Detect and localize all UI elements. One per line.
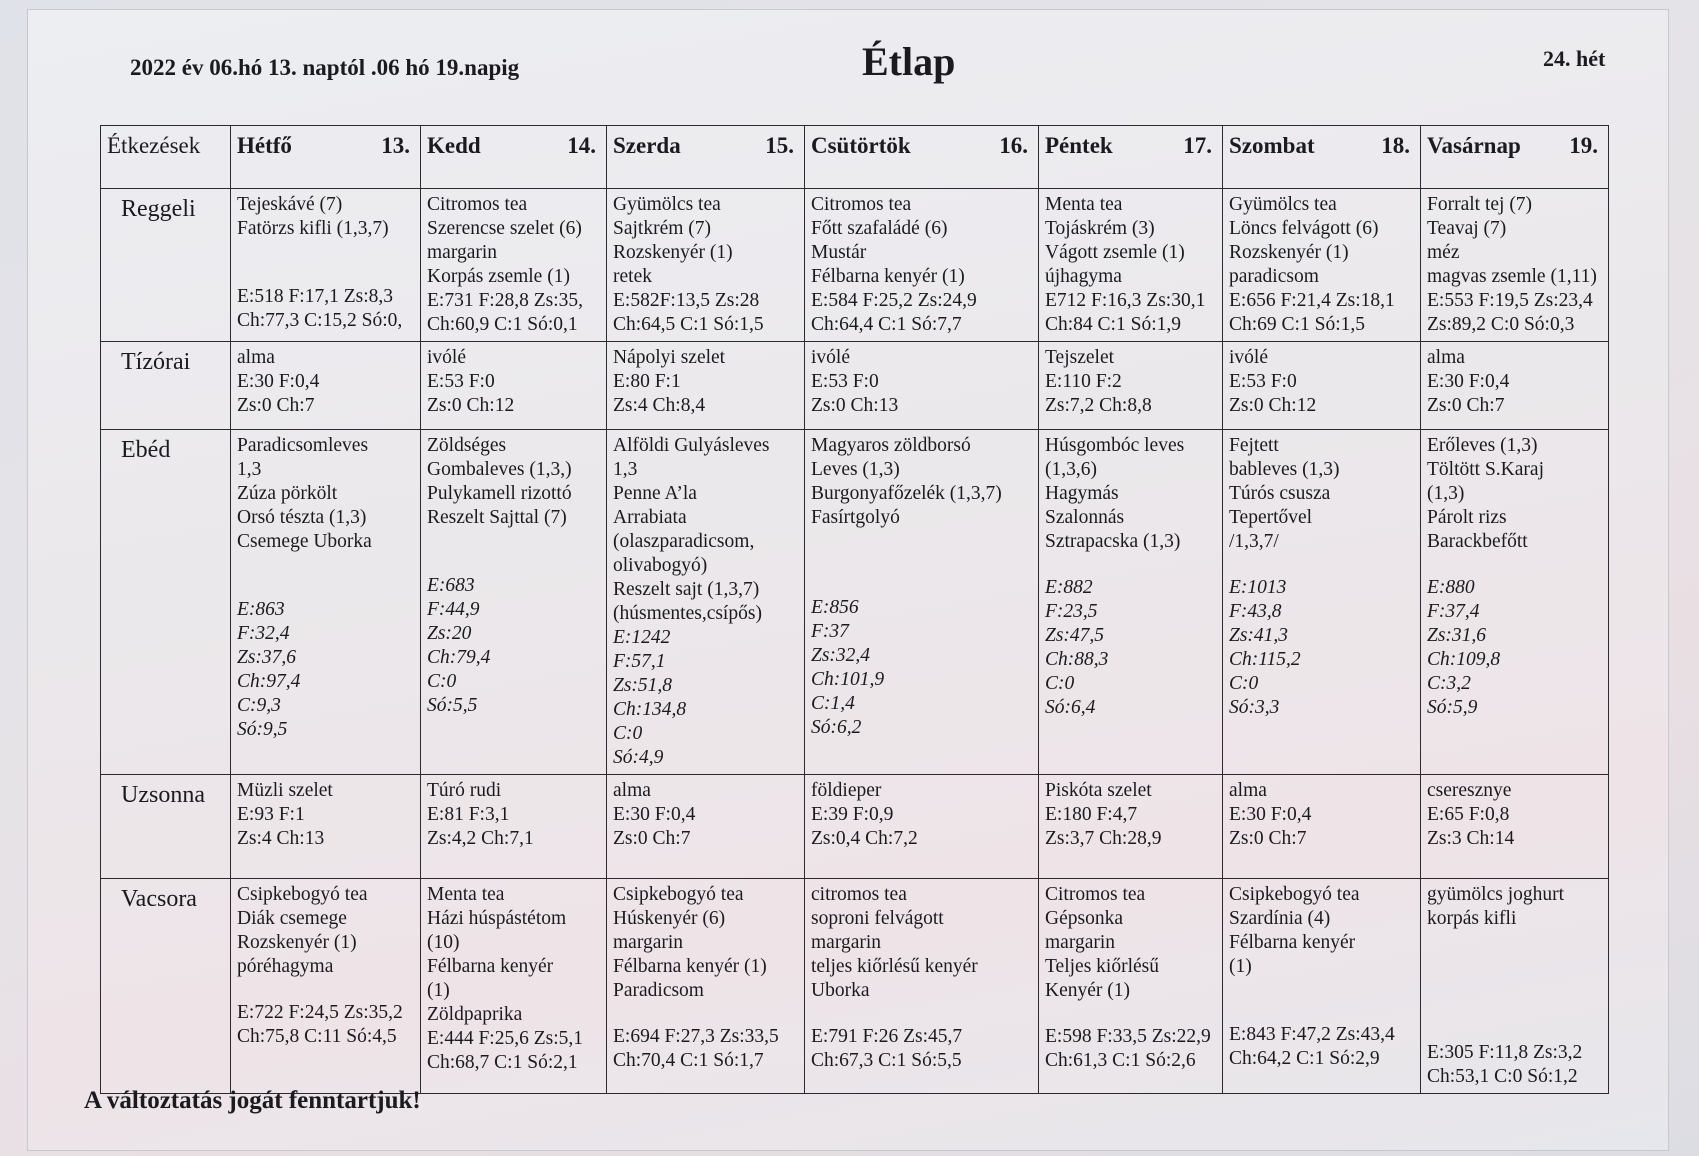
menu-item: Túrós csusza xyxy=(1229,483,1331,504)
nutrition-value: E:305 F:11,8 Zs:3,2 xyxy=(1427,1042,1583,1063)
menu-item: soproni felvágott xyxy=(811,908,944,929)
menu-cell xyxy=(421,775,607,879)
nutrition-value: E:863 xyxy=(237,599,285,620)
nutrition-value: Ch:77,3 C:15,2 Só:0, xyxy=(237,310,403,331)
menu-cell xyxy=(607,342,805,430)
nutrition-value: Zs:7,2 Ch:8,8 xyxy=(1045,395,1152,416)
menu-item: (olaszparadicsom, xyxy=(613,531,755,552)
day-header: Hétfő 13. xyxy=(231,126,421,189)
menu-item: Menta tea xyxy=(427,884,505,905)
menu-item: Tojáskrém (3) xyxy=(1045,218,1155,239)
menu-item: Sajtkrém (7) xyxy=(613,218,712,239)
nutrition-value: Só:9,5 xyxy=(237,719,288,740)
nutrition-value: C:0 xyxy=(1229,673,1259,694)
menu-item: Paradicsom xyxy=(613,980,704,1001)
menu-item: Töltött S.Karaj xyxy=(1427,459,1544,480)
nutrition-value: Ch:134,8 xyxy=(613,699,687,720)
menu-item: Teavaj (7) xyxy=(1427,218,1507,239)
nutrition-value: Zs:4 Ch:8,4 xyxy=(613,395,706,416)
nutrition-value: Zs:31,6 xyxy=(1427,625,1487,646)
meal-row xyxy=(101,775,1609,879)
menu-cell xyxy=(607,879,805,1094)
nutrition-value: E:722 F:24,5 Zs:35,2 xyxy=(237,1002,403,1023)
menu-item: ivólé xyxy=(427,347,466,368)
menu-item: Citromos tea xyxy=(427,194,528,215)
menu-cell xyxy=(1223,189,1421,342)
menu-item: Tejeskávé (7) xyxy=(237,194,343,215)
nutrition-value: Ch:84 C:1 Só:1,9 xyxy=(1045,314,1181,335)
nutrition-value: C:0 xyxy=(613,723,643,744)
menu-item: Fejtett xyxy=(1229,435,1279,456)
menu-cell xyxy=(607,430,805,775)
menu-item: Szerencse szelet (6) xyxy=(427,218,582,239)
menu-cell xyxy=(1223,879,1421,1094)
menu-item: Penne A’la xyxy=(613,483,697,504)
menu-cell xyxy=(231,879,421,1094)
nutrition-value: C:9,3 xyxy=(237,695,281,716)
meal-label: Uzsonna xyxy=(101,775,231,879)
nutrition-value: E:53 F:0 xyxy=(427,371,495,392)
nutrition-value: E:731 F:28,8 Zs:35, xyxy=(427,290,584,311)
menu-item: (húsmentes,csípős) xyxy=(613,603,762,624)
nutrition-value: E:180 F:4,7 xyxy=(1045,804,1138,825)
nutrition-value: E:110 F:2 xyxy=(1045,371,1122,392)
page-title: Étlap xyxy=(862,39,956,84)
menu-cell xyxy=(805,879,1039,1094)
menu-item: Fatörzs kifli (1,3,7) xyxy=(237,218,389,239)
menu-item: Burgonyafőzelék (1,3,7) xyxy=(811,483,1002,504)
nutrition-value: E:81 F:3,1 xyxy=(427,804,510,825)
nutrition-value: E:584 F:25,2 Zs:24,9 xyxy=(811,290,977,311)
menu-item: Kenyér (1) xyxy=(1045,980,1130,1001)
nutrition-value: E:880 xyxy=(1427,577,1475,598)
menu-item: 1,3 xyxy=(613,459,638,480)
nutrition-value: Zs:47,5 xyxy=(1045,625,1105,646)
menu-cell xyxy=(805,189,1039,342)
nutrition-value: Ch:68,7 C:1 Só:2,1 xyxy=(427,1052,578,1073)
nutrition-value: C:3,2 xyxy=(1427,673,1471,694)
nutrition-value: Ch:97,4 xyxy=(237,671,301,692)
footer-note: A változtatás jogát fenntartjuk! xyxy=(84,1087,421,1114)
nutrition-value: E:1242 xyxy=(613,627,671,648)
nutrition-value: Zs:3,7 Ch:28,9 xyxy=(1045,828,1162,849)
nutrition-value: Ch:67,3 C:1 Só:5,5 xyxy=(811,1050,962,1071)
menu-item: Teljes kiőrlésű xyxy=(1045,956,1159,977)
menu-item: alma xyxy=(1427,347,1465,368)
meal-label: Tízórai xyxy=(101,342,231,430)
nutrition-value: E:80 F:1 xyxy=(613,371,681,392)
menu-item: Félbarna kenyér (1) xyxy=(811,266,965,287)
menu-item: Rozskenyér (1) xyxy=(1229,242,1349,263)
nutrition-value: Zs:20 xyxy=(427,623,472,644)
menu-item: Húskenyér (6) xyxy=(613,908,726,929)
menu-cell xyxy=(1421,342,1609,430)
nutrition-value: Zs:0 Ch:7 xyxy=(1427,395,1505,416)
menu-cell xyxy=(805,430,1039,775)
week-number: 24. hét xyxy=(1543,46,1606,71)
menu-item: Forralt tej (7) xyxy=(1427,194,1533,215)
menu-item: Piskóta szelet xyxy=(1045,780,1152,801)
menu-item: (1) xyxy=(427,980,450,1001)
menu-item: Pulykamell rizottó xyxy=(427,483,572,504)
menu-cell xyxy=(1223,430,1421,775)
nutrition-value: Ch:69 C:1 Só:1,5 xyxy=(1229,314,1365,335)
nutrition-value: E:694 F:27,3 Zs:33,5 xyxy=(613,1026,779,1047)
menu-item: Félbarna kenyér (1) xyxy=(613,956,767,977)
nutrition-value: C:1,4 xyxy=(811,693,855,714)
nutrition-value: Ch:109,8 xyxy=(1427,649,1501,670)
menu-item: Hagymás xyxy=(1045,483,1119,504)
nutrition-value: E:65 F:0,8 xyxy=(1427,804,1510,825)
menu-item: ivólé xyxy=(1229,347,1268,368)
menu-item: Barackbefőtt xyxy=(1427,531,1528,552)
nutrition-value: E:1013 xyxy=(1229,577,1287,598)
menu-item: Reszelt sajt (1,3,7) xyxy=(613,579,760,600)
corner-header: Étkezések xyxy=(101,126,231,189)
menu-item: teljes kiőrlésű kenyér xyxy=(811,956,978,977)
menu-item: (1,3,6) xyxy=(1045,459,1097,480)
meal-row xyxy=(101,879,1609,1094)
menu-item: Zúza pörkölt xyxy=(237,483,338,504)
day-header: Péntek 17. xyxy=(1039,126,1223,189)
nutrition-value: C:0 xyxy=(427,671,457,692)
nutrition-value: F:23,5 xyxy=(1045,601,1098,622)
menu-item: Leves (1,3) xyxy=(811,459,900,480)
menu-item: magvas zsemle (1,11) xyxy=(1427,266,1597,287)
menu-item: Mustár xyxy=(811,242,867,263)
menu-item: korpás kifli xyxy=(1427,908,1517,929)
menu-cell xyxy=(805,342,1039,430)
nutrition-value: E:553 F:19,5 Zs:23,4 xyxy=(1427,290,1593,311)
menu-cell xyxy=(1039,189,1223,342)
nutrition-value: Zs:0 Ch:13 xyxy=(811,395,899,416)
nutrition-value: Zs:32,4 xyxy=(811,645,871,666)
menu-item: Orsó tészta (1,3) xyxy=(237,507,367,528)
menu-item: Alföldi Gulyásleves xyxy=(613,435,770,456)
nutrition-value: E:30 F:0,4 xyxy=(1427,371,1510,392)
nutrition-value: Só:5,9 xyxy=(1427,697,1478,718)
menu-item: Gépsonka xyxy=(1045,908,1123,929)
nutrition-value: E:30 F:0,4 xyxy=(1229,804,1312,825)
nutrition-value: E:843 F:47,2 Zs:43,4 xyxy=(1229,1024,1395,1045)
nutrition-value: E:882 xyxy=(1045,577,1093,598)
menu-cell xyxy=(231,189,421,342)
nutrition-value: C:0 xyxy=(1045,673,1075,694)
nutrition-value: Ch:79,4 xyxy=(427,647,491,668)
nutrition-value: E:598 F:33,5 Zs:22,9 xyxy=(1045,1026,1211,1047)
day-header: Vasárnap 19. xyxy=(1421,126,1609,189)
menu-item: gyümölcs joghurt xyxy=(1427,884,1565,905)
menu-item: Szalonnás xyxy=(1045,507,1125,528)
nutrition-value: Só:3,3 xyxy=(1229,697,1280,718)
menu-item: méz xyxy=(1427,242,1460,263)
menu-item: bableves (1,3) xyxy=(1229,459,1340,480)
menu-item: alma xyxy=(613,780,651,801)
menu-item: Félbarna kenyér xyxy=(427,956,554,977)
meal-label: Vacsora xyxy=(101,879,231,1094)
nutrition-value: Ch:61,3 C:1 Só:2,6 xyxy=(1045,1050,1196,1071)
menu-item: alma xyxy=(237,347,275,368)
menu-item: Arrabiata xyxy=(613,507,687,528)
menu-item: Zöldpaprika xyxy=(427,1004,523,1025)
menu-item: Gyümölcs tea xyxy=(613,194,721,215)
nutrition-value: Só:6,4 xyxy=(1045,697,1096,718)
menu-item: cseresznye xyxy=(1427,780,1512,801)
weekly-menu-table xyxy=(100,125,1609,1094)
menu-item: Sztrapacska (1,3) xyxy=(1045,531,1181,552)
nutrition-value: Ch:70,4 C:1 Só:1,7 xyxy=(613,1050,764,1071)
menu-cell xyxy=(1223,775,1421,879)
nutrition-value: E:518 F:17,1 Zs:8,3 xyxy=(237,286,394,307)
menu-item: Gombaleves (1,3,) xyxy=(427,459,572,480)
day-header-row xyxy=(101,126,1609,189)
nutrition-value: E:582F:13,5 Zs:28 xyxy=(613,290,760,311)
date-range: 2022 év 06.hó 13. naptól .06 hó 19.napig xyxy=(130,55,520,80)
menu-item: (1) xyxy=(1229,956,1252,977)
nutrition-value: Só:4,9 xyxy=(613,747,664,768)
nutrition-value: Zs:51,8 xyxy=(613,675,673,696)
nutrition-value: F:37,4 xyxy=(1427,601,1480,622)
nutrition-value: Ch:101,9 xyxy=(811,669,885,690)
menu-item: Félbarna kenyér xyxy=(1229,932,1356,953)
nutrition-value: Ch:53,1 C:0 Só:1,2 xyxy=(1427,1066,1578,1087)
nutrition-value: E:791 F:26 Zs:45,7 xyxy=(811,1026,963,1047)
nutrition-value: Zs:89,2 C:0 Só:0,3 xyxy=(1427,314,1575,335)
menu-item: Csipkebogyó tea xyxy=(237,884,368,905)
nutrition-value: F:57,1 xyxy=(613,651,666,672)
menu-item: ivólé xyxy=(811,347,850,368)
menu-item: margarin xyxy=(811,932,882,953)
menu-item: újhagyma xyxy=(1045,266,1122,287)
menu-item: póréhagyma xyxy=(237,956,334,977)
menu-item: Citromos tea xyxy=(1045,884,1146,905)
menu-item: Fasírtgolyó xyxy=(811,507,900,528)
menu-item: 1,3 xyxy=(237,459,262,480)
nutrition-value: F:37 xyxy=(811,621,849,642)
menu-item: olivabogyó) xyxy=(613,555,708,576)
menu-item: Nápolyi szelet xyxy=(613,347,726,368)
menu-item: Csemege Uborka xyxy=(237,531,372,552)
menu-item: citromos tea xyxy=(811,884,907,905)
meal-row xyxy=(101,430,1609,775)
nutrition-value: E:30 F:0,4 xyxy=(613,804,696,825)
meal-label: Ebéd xyxy=(101,430,231,775)
menu-cell xyxy=(1421,879,1609,1094)
menu-cell xyxy=(1421,775,1609,879)
nutrition-value: F:32,4 xyxy=(237,623,290,644)
nutrition-value: E:30 F:0,4 xyxy=(237,371,320,392)
menu-cell xyxy=(607,189,805,342)
menu-item: földieper xyxy=(811,780,882,801)
nutrition-value: E:39 F:0,9 xyxy=(811,804,894,825)
menu-cell xyxy=(231,430,421,775)
menu-cell xyxy=(607,775,805,879)
menu-cell xyxy=(1039,775,1223,879)
menu-cell xyxy=(1039,342,1223,430)
menu-cell xyxy=(805,775,1039,879)
menu-item: Zöldséges xyxy=(427,435,507,456)
nutrition-value: Zs:0 Ch:7 xyxy=(1229,828,1307,849)
menu-item: Magyaros zöldborsó xyxy=(811,435,971,456)
menu-item: Löncs felvágott (6) xyxy=(1229,218,1379,239)
menu-cell xyxy=(1039,879,1223,1094)
menu-cell xyxy=(421,430,607,775)
nutrition-value: Zs:3 Ch:14 xyxy=(1427,828,1515,849)
menu-item: /1,3,7/ xyxy=(1229,531,1279,552)
menu-cell xyxy=(1039,430,1223,775)
nutrition-value: E:683 xyxy=(427,575,475,596)
menu-item: (10) xyxy=(427,932,460,953)
nutrition-value: Ch:115,2 xyxy=(1229,649,1301,670)
nutrition-value: Ch:64,2 C:1 Só:2,9 xyxy=(1229,1048,1380,1069)
nutrition-value: Zs:0 Ch:7 xyxy=(237,395,315,416)
menu-item: Házi húspástétom xyxy=(427,908,567,929)
menu-item: Szardínia (4) xyxy=(1229,908,1331,929)
nutrition-value: E:53 F:0 xyxy=(811,371,879,392)
menu-item: margarin xyxy=(1045,932,1116,953)
nutrition-value: E:444 F:25,6 Zs:5,1 xyxy=(427,1028,584,1049)
menu-item: Müzli szelet xyxy=(237,780,333,801)
nutrition-value: Só:5,5 xyxy=(427,695,478,716)
menu-item: Reszelt Sajttal (7) xyxy=(427,507,567,528)
menu-item: Csipkebogyó tea xyxy=(613,884,744,905)
nutrition-value: E:656 F:21,4 Zs:18,1 xyxy=(1229,290,1395,311)
nutrition-value: F:43,8 xyxy=(1229,601,1282,622)
menu-item: Korpás zsemle (1) xyxy=(427,266,570,287)
menu-item: Túró rudi xyxy=(427,780,502,801)
nutrition-value: E:856 xyxy=(811,597,859,618)
menu-item: Tejszelet xyxy=(1045,347,1115,368)
nutrition-value: Ch:60,9 C:1 Só:0,1 xyxy=(427,314,578,335)
menu-item: retek xyxy=(613,266,652,287)
nutrition-value: Zs:4 Ch:13 xyxy=(237,828,325,849)
day-header: Szerda 15. xyxy=(607,126,805,189)
nutrition-value: Ch:88,3 xyxy=(1045,649,1109,670)
menu-item: (1,3) xyxy=(1427,483,1465,504)
menu-item: Citromos tea xyxy=(811,194,912,215)
menu-cell xyxy=(1223,342,1421,430)
menu-item: Rozskenyér (1) xyxy=(237,932,357,953)
menu-item: Rozskenyér (1) xyxy=(613,242,733,263)
day-header: Szombat 18. xyxy=(1223,126,1421,189)
menu-cell xyxy=(421,189,607,342)
menu-item: Főtt szafaládé (6) xyxy=(811,218,948,239)
menu-item: alma xyxy=(1229,780,1267,801)
nutrition-value: E712 F:16,3 Zs:30,1 xyxy=(1045,290,1206,311)
menu-item: paradicsom xyxy=(1229,266,1319,287)
menu-item: Tepertővel xyxy=(1229,507,1313,528)
day-header: Kedd 14. xyxy=(421,126,607,189)
menu-item: Vágott zsemle (1) xyxy=(1045,242,1185,263)
menu-cell xyxy=(1421,189,1609,342)
meal-row xyxy=(101,342,1609,430)
nutrition-value: Zs:4,2 Ch:7,1 xyxy=(427,828,534,849)
meal-row xyxy=(101,189,1609,342)
menu-cell xyxy=(231,775,421,879)
menu-cell xyxy=(421,879,607,1094)
nutrition-value: Só:6,2 xyxy=(811,717,862,738)
menu-item: Gyümölcs tea xyxy=(1229,194,1337,215)
menu-item: margarin xyxy=(427,242,498,263)
meal-label: Reggeli xyxy=(101,189,231,342)
menu-item: margarin xyxy=(613,932,684,953)
menu-item: Párolt rizs xyxy=(1427,507,1507,528)
nutrition-value: Zs:0 Ch:7 xyxy=(613,828,691,849)
day-header: Csütörtök 16. xyxy=(805,126,1039,189)
nutrition-value: E:93 F:1 xyxy=(237,804,305,825)
menu-item: Húsgombóc leves xyxy=(1045,435,1185,456)
nutrition-value: E:53 F:0 xyxy=(1229,371,1297,392)
nutrition-value: Ch:64,5 C:1 Só:1,5 xyxy=(613,314,764,335)
menu-item: Uborka xyxy=(811,980,870,1001)
menu-item: Diák csemege xyxy=(237,908,347,929)
nutrition-value: Zs:41,3 xyxy=(1229,625,1289,646)
menu-item: Csipkebogyó tea xyxy=(1229,884,1360,905)
menu-item: Paradicsomleves xyxy=(237,435,369,456)
menu-cell xyxy=(421,342,607,430)
menu-item: Menta tea xyxy=(1045,194,1123,215)
nutrition-value: Zs:0,4 Ch:7,2 xyxy=(811,828,918,849)
nutrition-value: Ch:64,4 C:1 Só:7,7 xyxy=(811,314,962,335)
menu-item: Erőleves (1,3) xyxy=(1427,435,1538,456)
nutrition-value: Zs:0 Ch:12 xyxy=(427,395,515,416)
nutrition-value: F:44,9 xyxy=(427,599,480,620)
nutrition-value: Zs:0 Ch:12 xyxy=(1229,395,1317,416)
nutrition-value: Zs:37,6 xyxy=(237,647,297,668)
nutrition-value: Ch:75,8 C:11 Só:4,5 xyxy=(237,1026,397,1047)
menu-cell xyxy=(1421,430,1609,775)
menu-cell xyxy=(231,342,421,430)
